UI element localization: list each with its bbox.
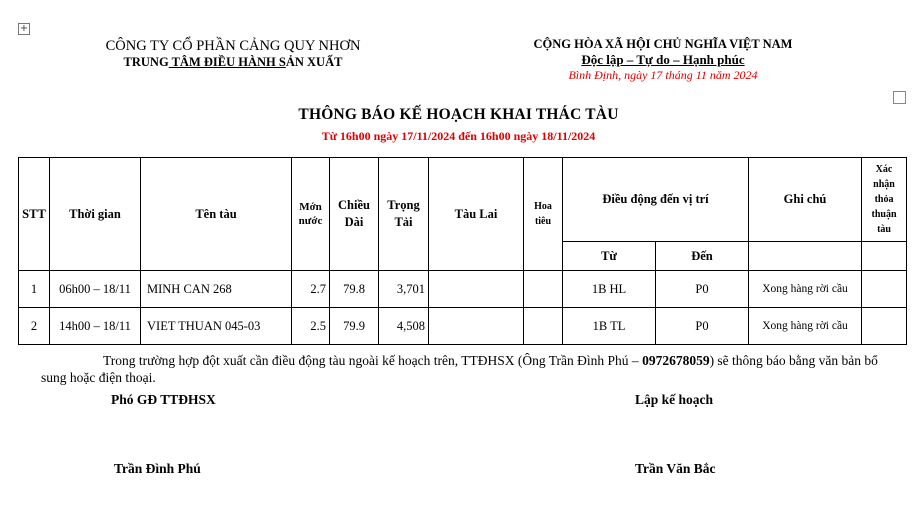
header-note: Ghi chú xyxy=(749,158,862,242)
table-move-handle-icon[interactable]: + xyxy=(19,23,29,34)
header-confirm: Xác nhận thỏa thuận tàu xyxy=(862,158,907,242)
cell-confirm xyxy=(862,271,907,308)
national-header xyxy=(488,37,838,82)
table-resize-handle-icon[interactable] xyxy=(893,91,906,104)
header-length: Chiều Dài xyxy=(330,158,379,271)
cell-note: Xong hàng rời cầu xyxy=(749,308,862,345)
center-name-prefix: TRUNG xyxy=(123,55,169,69)
cell-draft: 2.7 xyxy=(292,271,330,308)
table-row xyxy=(19,271,907,308)
center-name xyxy=(68,55,398,69)
cell-length: 79.9 xyxy=(330,308,379,345)
header-stt: STT xyxy=(19,158,50,271)
republic-title: CỘNG HÒA XÃ HỘI CHỦ NGHĨA VIỆT NAM xyxy=(533,37,793,51)
notice-text-after: ) sẽ thông báo bằng văn bản bổ sung hoặc điện thoại. xyxy=(41,353,878,385)
header-tonnage: Trọng Tải xyxy=(379,158,429,271)
cell-confirm xyxy=(862,308,907,345)
ship-plan-table xyxy=(18,157,907,345)
national-motto: Độc lập – Tự do – Hạnh phúc xyxy=(581,52,745,67)
header-ship-name: Tên tàu xyxy=(141,158,292,271)
cell-ship: VIET THUAN 045-03 xyxy=(141,308,292,345)
cell-tonnage: 4,508 xyxy=(379,308,429,345)
header-move-to: Điều động đến vị trí xyxy=(563,158,749,242)
cell-from: 1B HL xyxy=(563,271,656,308)
table-row xyxy=(19,308,907,345)
document-date: Bình Định, ngày 17 tháng 11 năm 2024 xyxy=(568,68,758,82)
center-name-underlined: TÂM ĐIỀU HÀNH S xyxy=(168,55,286,69)
cell-pilot xyxy=(524,308,563,345)
document-subtitle: Từ 16h00 ngày 17/11/2024 đến 16h00 ngày 18/11/2024 xyxy=(321,129,596,143)
cell-time: 14h00 – 18/11 xyxy=(50,308,141,345)
cell-tonnage: 3,701 xyxy=(379,271,429,308)
header-note-empty xyxy=(749,242,862,271)
signature-right-role: Lập kế hoạch xyxy=(635,392,714,407)
center-name-suffix: ẢN XUẤT xyxy=(285,55,343,69)
cell-to: P0 xyxy=(656,308,749,345)
cell-tug xyxy=(429,308,524,345)
cell-to: P0 xyxy=(656,271,749,308)
header-draft: Mớn nước xyxy=(292,158,330,271)
cell-draft: 2.5 xyxy=(292,308,330,345)
notice-phone: 0972678059 xyxy=(642,353,710,368)
cell-length: 79.8 xyxy=(330,271,379,308)
cell-tug xyxy=(429,271,524,308)
company-header xyxy=(68,38,398,69)
header-from: Từ xyxy=(563,242,656,271)
cell-ship: MINH CAN 268 xyxy=(141,271,292,308)
signature-right-name: Trần Văn Bắc xyxy=(635,461,716,476)
cell-from: 1B TL xyxy=(563,308,656,345)
cell-stt: 2 xyxy=(19,308,50,345)
notice-text-before: Trong trường hợp đột xuất cần điều động tàu ngoài kế hoạch trên, TTĐHSX (Ông Trần Đình Phú – xyxy=(103,353,643,368)
company-name: CÔNG TY CỔ PHẦN CẢNG QUY NHƠN xyxy=(105,38,361,54)
cell-time: 06h00 – 18/11 xyxy=(50,271,141,308)
header-time: Thời gian xyxy=(50,158,141,271)
notice-paragraph xyxy=(41,352,901,386)
cell-pilot xyxy=(524,271,563,308)
header-pilot: Hoa tiêu xyxy=(524,158,563,271)
document-title: THÔNG BÁO KẾ HOẠCH KHAI THÁC TÀU xyxy=(298,106,619,123)
header-confirm-empty xyxy=(862,242,907,271)
header-tug: Tàu Lai xyxy=(429,158,524,271)
cell-stt: 1 xyxy=(19,271,50,308)
signature-left-role: Phó GĐ TTĐHSX xyxy=(111,392,216,407)
header-to: Đến xyxy=(656,242,749,271)
cell-note: Xong hàng rời cầu xyxy=(749,271,862,308)
signature-left-name: Trần Đình Phú xyxy=(114,461,201,476)
